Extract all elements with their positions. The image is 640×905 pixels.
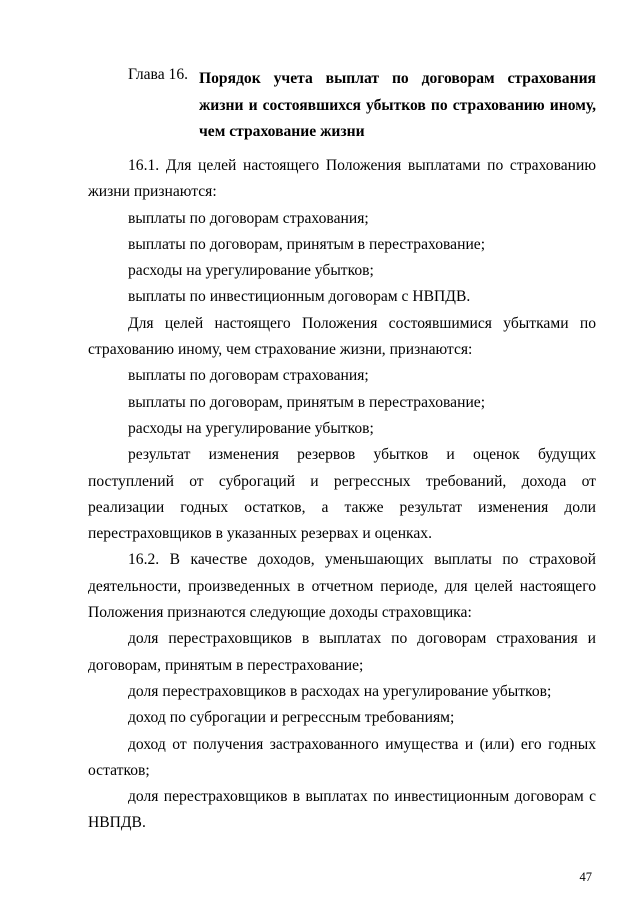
list-item: доля перестраховщиков в выплатах по инвестиционным договорам с НВПДВ. xyxy=(88,788,596,832)
list-item: выплаты по договорам страхования; xyxy=(128,209,369,227)
chapter-number: Глава 16. xyxy=(128,66,189,83)
chapter-heading xyxy=(128,66,596,146)
list-item: доля перестраховщиков в выплатах по договорам страхования и договорам, принятым в перестрахование; xyxy=(88,630,596,674)
list-item: выплаты по договорам страхования; xyxy=(128,367,369,385)
list-item: выплаты по инвестиционным договорам с НВПДВ. xyxy=(128,288,471,306)
list-item: доход от получения застрахованного имущества и (или) его годных остатков; xyxy=(88,735,596,779)
list-item: результат изменения резервов убытков и оценок будущих поступлений от суброгаций и регрессных требований, дохода от реализации годных остатков, а также результат изменения доли перестраховщиков в указанных резервах и оценках. xyxy=(88,446,596,543)
list-item: расходы на урегулирование убытков; xyxy=(128,262,374,280)
page-number: 47 xyxy=(579,870,592,884)
paragraph-16-1: 16.1. Для целей настоящего Положения выплатами по страхованию жизни признаются: xyxy=(88,157,596,201)
list-item: доход по суброгации и регрессным требованиям; xyxy=(128,709,455,727)
list-item: выплаты по договорам, принятым в перестрахование; xyxy=(128,393,486,411)
paragraph: Для целей настоящего Положения состоявшимися убытками по страхованию иному, чем страхование жизни, признаются: xyxy=(88,314,596,359)
list-item: доля перестраховщиков в расходах на урегулирование убытков; xyxy=(128,682,552,700)
paragraph-16-2: 16.2. В качестве доходов, уменьшающих выплаты по страховой деятельности, произведенных в отчетном периоде, для целей настоящего Положения признаются следующие доходы страховщика: xyxy=(88,551,596,622)
list-item: расходы на урегулирование убытков; xyxy=(128,419,374,437)
list-item: выплаты по договорам, принятым в перестрахование; xyxy=(128,235,486,253)
document-body xyxy=(88,153,596,837)
chapter-title: Порядок учета выплат по договорам страхования жизни и состоявшихся убытков по страхованию иному, чем страхование жизни xyxy=(199,70,596,140)
